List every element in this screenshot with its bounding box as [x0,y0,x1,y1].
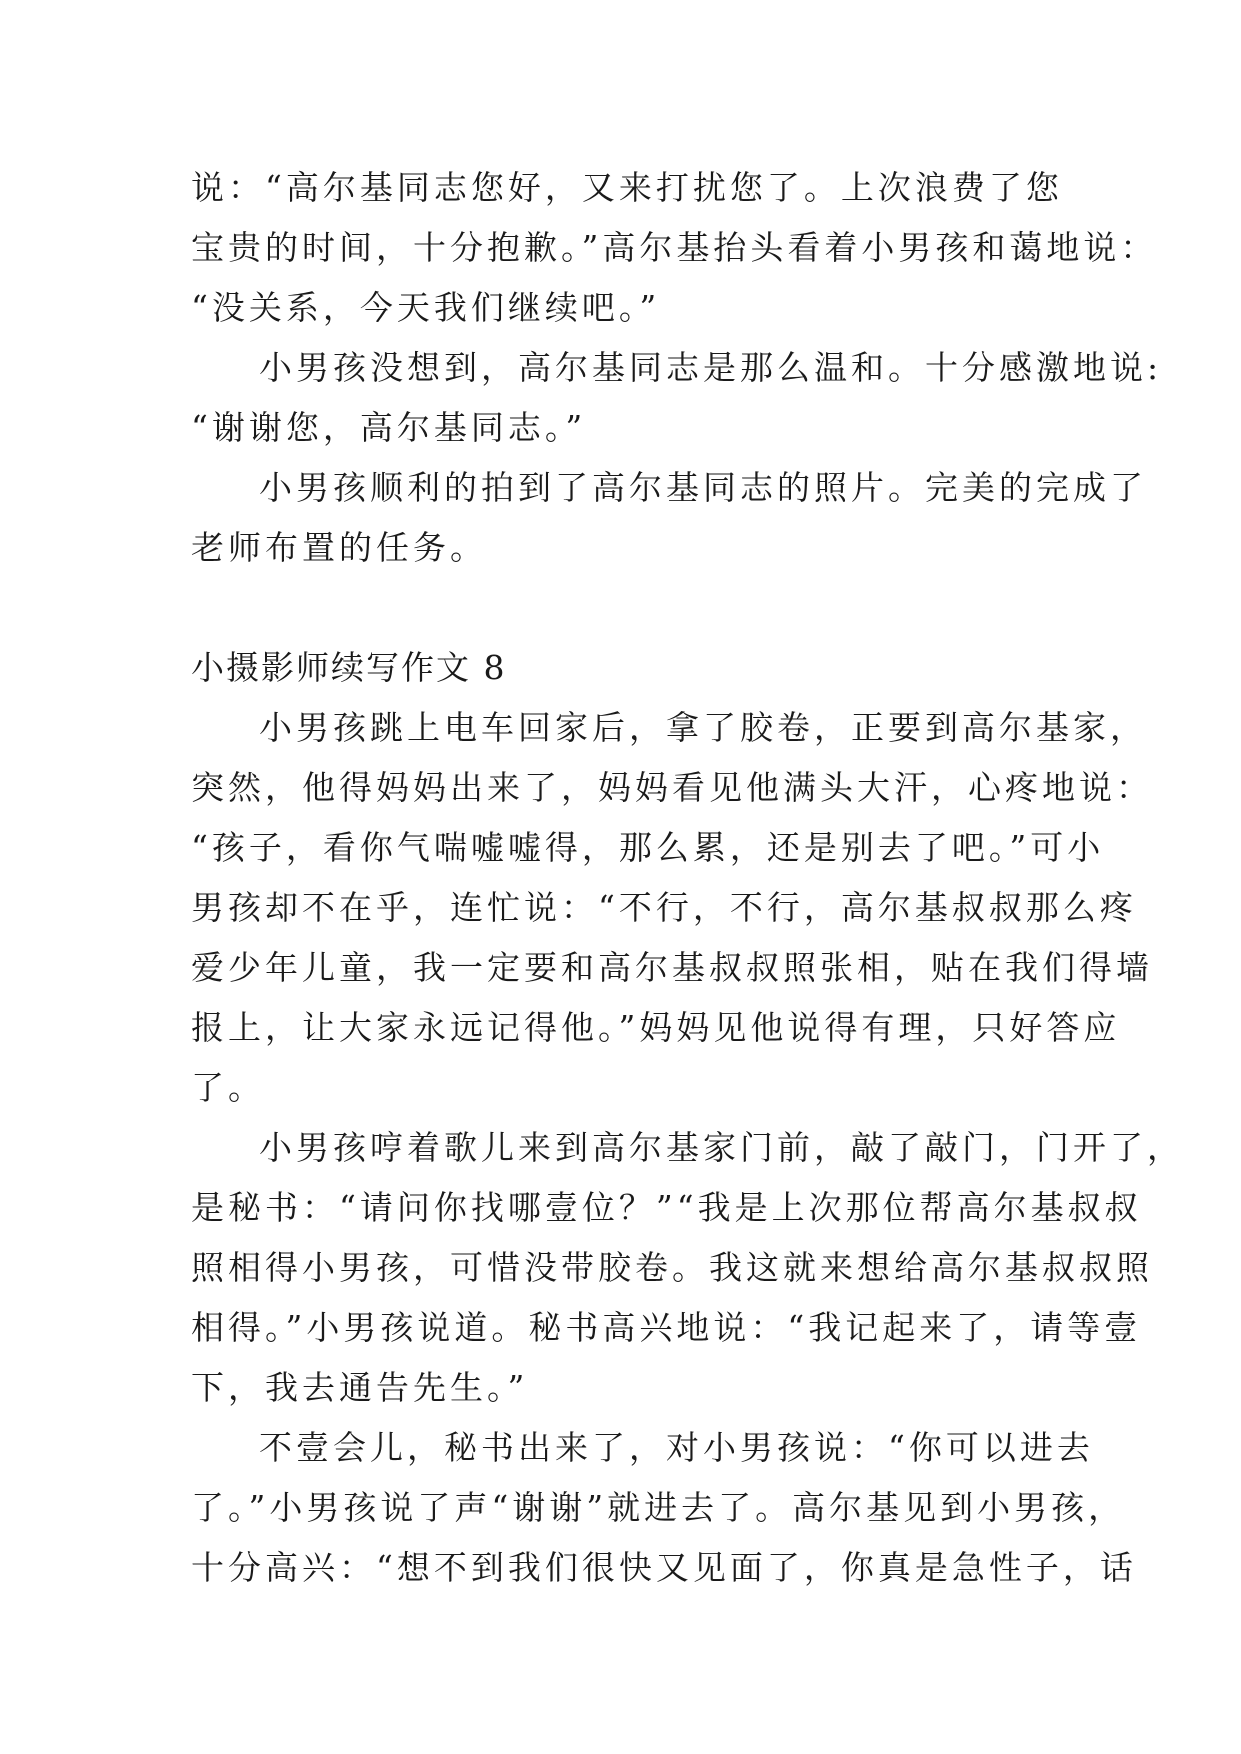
paragraph [191,338,1163,458]
text-line: 突然，他得妈妈出来了，妈妈看见他满头大汗，心疼地说： [191,768,1153,807]
text-line: 小男孩哼着歌儿来到高尔基家门前，敲了敲门，门开了， [259,1128,1184,1167]
text-line: 不壹会儿，秘书出来了，对小男孩说：“你可以进去 [259,1428,1094,1467]
text-line: 男孩却不在乎，连忙说：“不行，不行，高尔基叔叔那么疼 [191,888,1137,927]
paragraph [191,698,1153,1118]
text-line: 了。”小男孩说了声“谢谢”就进去了。高尔基见到小男孩， [191,1488,1126,1527]
text-line: “谢谢您，高尔基同志。” [191,408,587,447]
text-line: 小男孩没想到，高尔基同志是那么温和。十分感激地说: [259,348,1163,387]
text-line: 照相得小男孩，可惜没带胶卷。我这就来想给高尔基叔叔照 [191,1248,1153,1287]
text-line: 小男孩跳上电车回家后，拿了胶卷，正要到高尔基家， [259,708,1147,747]
paragraph [191,1418,1137,1598]
document-page [191,158,1184,1598]
text-line: 下，我去通告先生。” [191,1368,529,1407]
text-line: 是秘书：“请问你找哪壹位？”“我是上次那位帮高尔基叔叔 [191,1188,1142,1227]
text-line: 报上，让大家永远记得他。”妈妈见他说得有理，只好答应 [191,1008,1121,1047]
text-line: 爱少年儿童，我一定要和高尔基叔叔照张相，贴在我们得墙 [191,948,1153,987]
paragraph [191,458,1147,578]
text-line: 十分高兴：“想不到我们很快又见面了，你真是急性子，话 [191,1548,1137,1587]
text-line: 了。 [191,1068,265,1107]
text-line: 老师布置的任务。 [191,528,487,567]
text-line: “孩子，看你气喘嘘嘘得，那么累，还是别去了吧。”可小 [191,828,1105,867]
text-line: 说：“高尔基同志您好，又来打扰您了。上次浪费了您 [191,168,1063,207]
paragraph [191,158,1158,338]
text-line: 相得。”小男孩说道。秘书高兴地说：“我记起来了，请等壹 [191,1308,1142,1347]
text-line: 小男孩顺利的拍到了高尔基同志的照片。完美的完成了 [259,468,1147,507]
section-title: 小摄影师续写作文 8 [191,648,507,687]
text-line: “没关系，今天我们继续吧。” [191,288,661,327]
section-gap [191,578,1053,638]
text-line: 宝贵的时间，十分抱歉。”高尔基抬头看着小男孩和蔼地说： [191,228,1158,267]
paragraph [191,1118,1184,1418]
